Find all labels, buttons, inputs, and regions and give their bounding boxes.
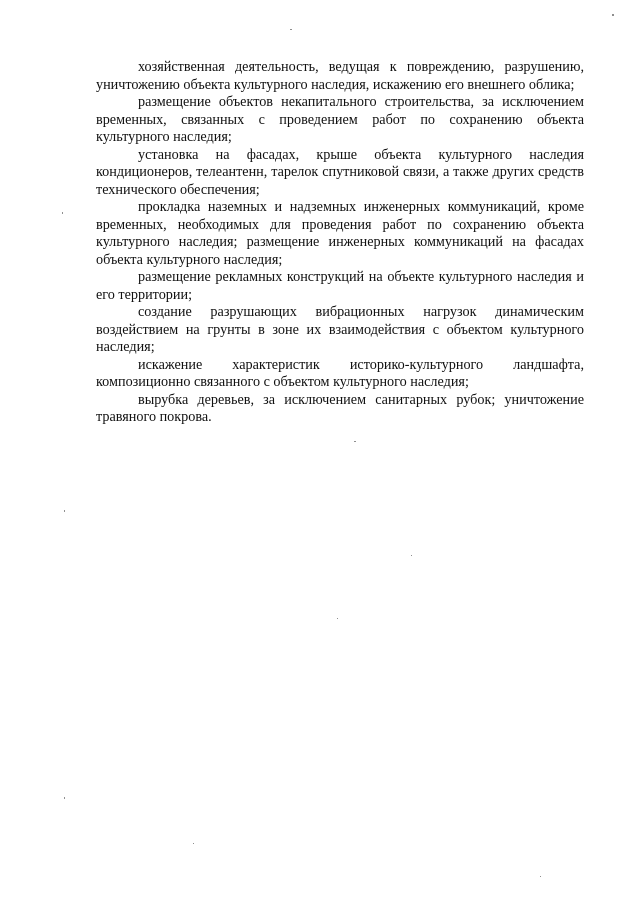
scan-speck	[64, 510, 65, 512]
paragraph-economic-activity: хозяйственная деятельность, ведущая к повреждению, разрушению, уничтожению объекта культурного наследия, искажению его внешнего облика;	[96, 59, 584, 93]
document-body	[96, 59, 584, 427]
scan-speck	[612, 14, 614, 16]
paragraph-vibration-loads: создание разрушающих вибрационных нагрузок динамическим воздействием на грунты в зоне их взаимодействия с объектом культурного наследия;	[96, 304, 584, 355]
paragraph-non-capital-objects: размещение объектов некапитального строительства, за исключением временных, связанных с проведением работ по сохранению объекта культурного наследия;	[96, 94, 584, 145]
scan-speck	[64, 797, 65, 799]
scan-speck	[354, 441, 356, 442]
scan-speck	[540, 876, 541, 877]
paragraph-facade-equipment: установка на фасадах, крыше объекта культурного наследия кондиционеров, телеантенн, тарелок спутниковой связи, а также других средств технического обеспечения;	[96, 146, 584, 198]
scan-speck	[290, 29, 292, 30]
paragraph-landscape-distortion: искажение характеристик историко-культурного ландшафта, композиционно связанного с объектом культурного наследия;	[96, 356, 584, 390]
scan-speck	[411, 555, 412, 556]
paragraph-tree-felling: вырубка деревьев, за исключением санитарных рубок; уничтожение травяного покрова.	[96, 391, 584, 425]
scan-speck	[62, 212, 63, 214]
paragraph-engineering-communications: прокладка наземных и надземных инженерных коммуникаций, кроме временных, необходимых для проведения работ по сохранению объекта культурного наследия; размещение инженерных коммуникаций на фасадах объекта культурного наследия;	[96, 199, 584, 268]
paragraph-advertising-structures: размещение рекламных конструкций на объекте культурного наследия и его территории;	[96, 269, 584, 303]
scan-speck	[193, 843, 194, 844]
scan-speck	[337, 618, 338, 619]
